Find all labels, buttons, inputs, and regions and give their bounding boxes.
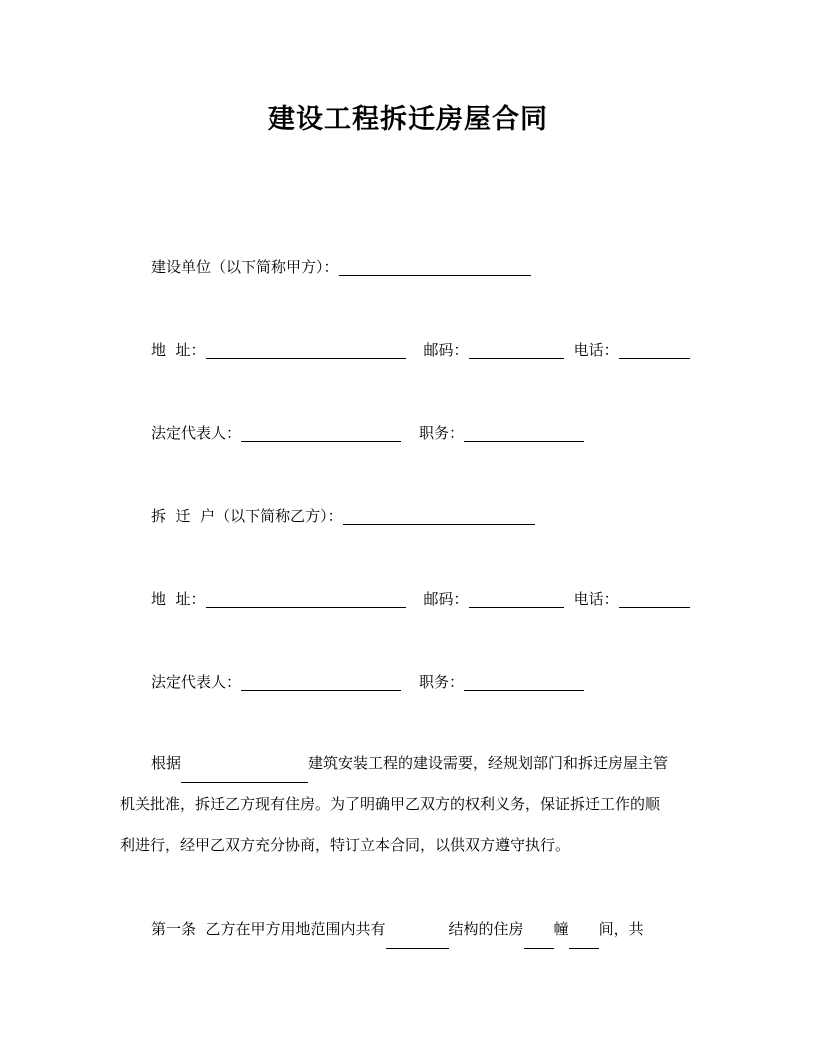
- party-b-position-label: 职务：: [419, 673, 465, 691]
- party-b-phone-blank[interactable]: [619, 590, 690, 608]
- party-b-address-label: 地 址：: [151, 590, 206, 608]
- party-b-address-blank[interactable]: [206, 590, 406, 608]
- party-a-phone-label: 电话：: [573, 341, 619, 359]
- party-b-rep-blank[interactable]: [241, 673, 401, 691]
- preamble-line-1: [120, 743, 700, 784]
- party-a-address-row: [151, 340, 690, 360]
- project-name-blank[interactable]: [181, 765, 308, 783]
- party-a-phone-blank[interactable]: [619, 341, 690, 359]
- party-a-rep-blank[interactable]: [241, 424, 401, 442]
- party-a-position-label: 职务：: [419, 424, 465, 442]
- document-title: 建设工程拆迁房屋合同: [268, 104, 548, 135]
- party-a-postcode-label: 邮码：: [423, 341, 469, 359]
- party-b-rep-row: [151, 672, 584, 692]
- party-b-rep-label: 法定代表人：: [151, 673, 242, 691]
- party-a-postcode-blank[interactable]: [469, 341, 564, 359]
- article-1-line-1: [120, 909, 700, 950]
- party-b-position-blank[interactable]: [464, 673, 584, 691]
- party-b-phone-label: 电话：: [573, 590, 619, 608]
- party-b-unit-label: 拆 迁 户（以下简称乙方）：: [151, 507, 343, 525]
- party-b-address-row: [151, 589, 690, 609]
- building-count-blank[interactable]: [524, 931, 554, 949]
- party-a-unit-row: [151, 257, 531, 277]
- party-b-unit-row: [151, 506, 535, 526]
- structure-type-blank[interactable]: [386, 931, 449, 949]
- preamble-text-1: 根据: [151, 754, 182, 772]
- article-1-text-4: 间，共: [598, 920, 644, 938]
- room-count-blank[interactable]: [569, 931, 599, 949]
- party-a-rep-row: [151, 423, 584, 443]
- party-b-postcode-label: 邮码：: [423, 590, 469, 608]
- article-1-paragraph: [120, 909, 700, 950]
- party-a-address-label: 地 址：: [151, 341, 206, 359]
- article-1-text-3: 幢: [553, 920, 569, 938]
- article-1-text-1: 第一条 乙方在甲方用地范围内共有: [151, 920, 386, 938]
- preamble-line-2: 机关批准，拆迁乙方现有住房。为了明确甲乙双方的权利义务，保证拆迁工作的顺: [120, 795, 661, 813]
- preamble-line-3: 利进行，经甲乙双方充分协商，特订立本合同，以供双方遵守执行。: [120, 836, 571, 854]
- party-a-unit-blank[interactable]: [339, 258, 531, 276]
- party-b-postcode-blank[interactable]: [469, 590, 564, 608]
- party-b-unit-blank[interactable]: [343, 507, 535, 525]
- party-a-position-blank[interactable]: [464, 424, 584, 442]
- article-1-text-2: 结构的住房: [448, 920, 524, 938]
- party-a-unit-label: 建设单位（以下简称甲方）：: [151, 258, 339, 276]
- party-a-rep-label: 法定代表人：: [151, 424, 242, 442]
- preamble-text-2: 建筑安装工程的建设需要，经规划部门和拆迁房屋主管: [308, 754, 669, 772]
- party-a-address-blank[interactable]: [206, 341, 406, 359]
- preamble-paragraph: [120, 743, 700, 866]
